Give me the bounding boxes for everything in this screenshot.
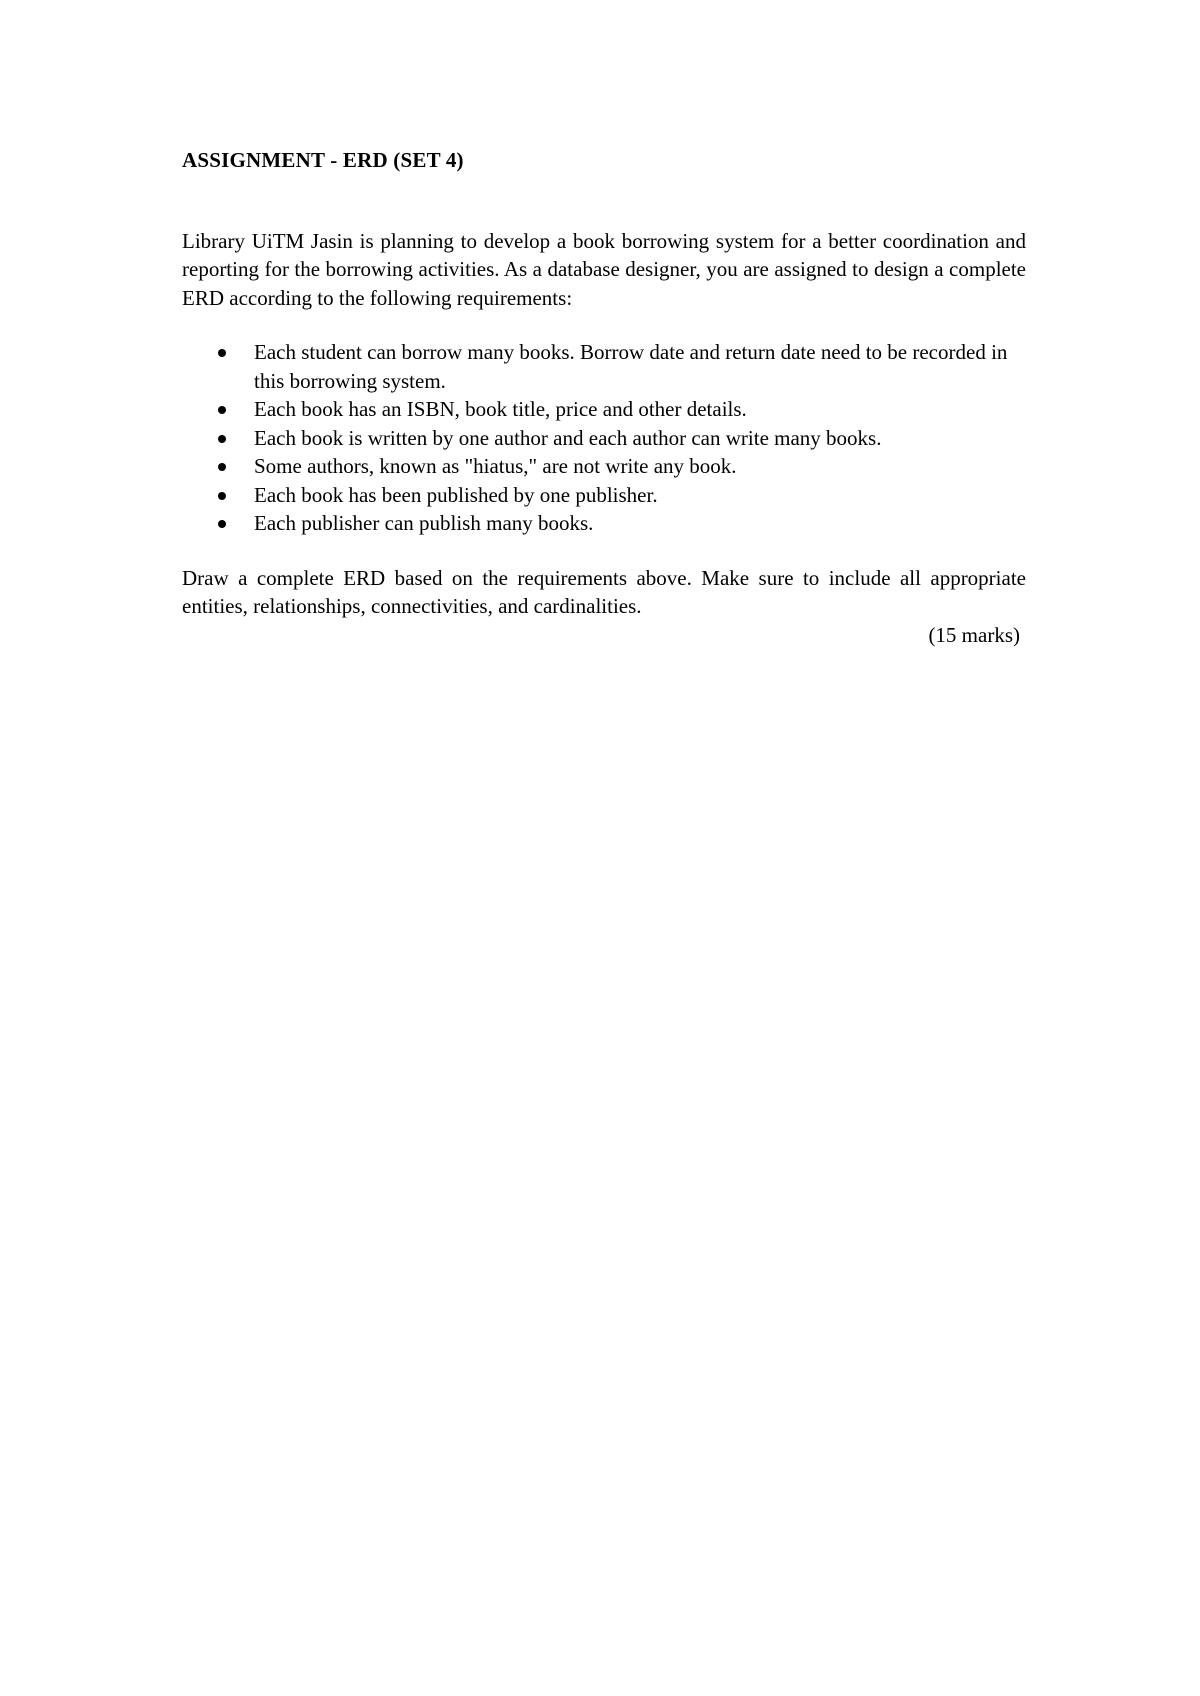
list-item — [182, 395, 1026, 424]
bullet-icon — [218, 492, 226, 500]
requirement-text: Each publisher can publish many books. — [254, 511, 594, 535]
intro-paragraph: Library UiTM Jasin is planning to develop a book borrowing system for a better coordination and reporting for the borrowing activities. As a database designer, you are assigned to design a complete ERD according to the following requirements: — [182, 228, 1026, 310]
requirements-list — [182, 338, 1026, 538]
requirement-text: Each book has been published by one publisher. — [254, 482, 658, 507]
document-body — [182, 146, 1026, 649]
list-item — [182, 424, 1026, 453]
requirement-text: Some authors, known as "hiatus," are not write any book. — [254, 454, 737, 478]
requirement-text: Each book is written by one author and each author can write many books. — [254, 425, 882, 450]
list-item — [182, 481, 1026, 510]
bullet-icon — [218, 435, 226, 443]
marks-label: (15 marks) — [928, 622, 1020, 647]
requirement-text: Each book has an ISBN, book title, price and other details. — [254, 397, 747, 421]
assignment-title: ASSIGNMENT - ERD (SET 4) — [182, 148, 464, 172]
bullet-icon — [218, 520, 226, 528]
list-item — [182, 509, 1026, 538]
instruction-paragraph: Draw a complete ERD based on the requirements above. Make sure to include all appropriate entities, relationships, connectivities, and cardinalities. — [182, 565, 1026, 618]
list-item — [182, 338, 1026, 395]
bullet-icon — [218, 406, 226, 414]
list-item — [182, 452, 1026, 481]
requirement-text: Each student can borrow many books. Borrow date and return date need to be recorded in this borrowing system. — [254, 340, 1008, 393]
bullet-icon — [218, 463, 226, 471]
bullet-icon — [218, 349, 226, 357]
